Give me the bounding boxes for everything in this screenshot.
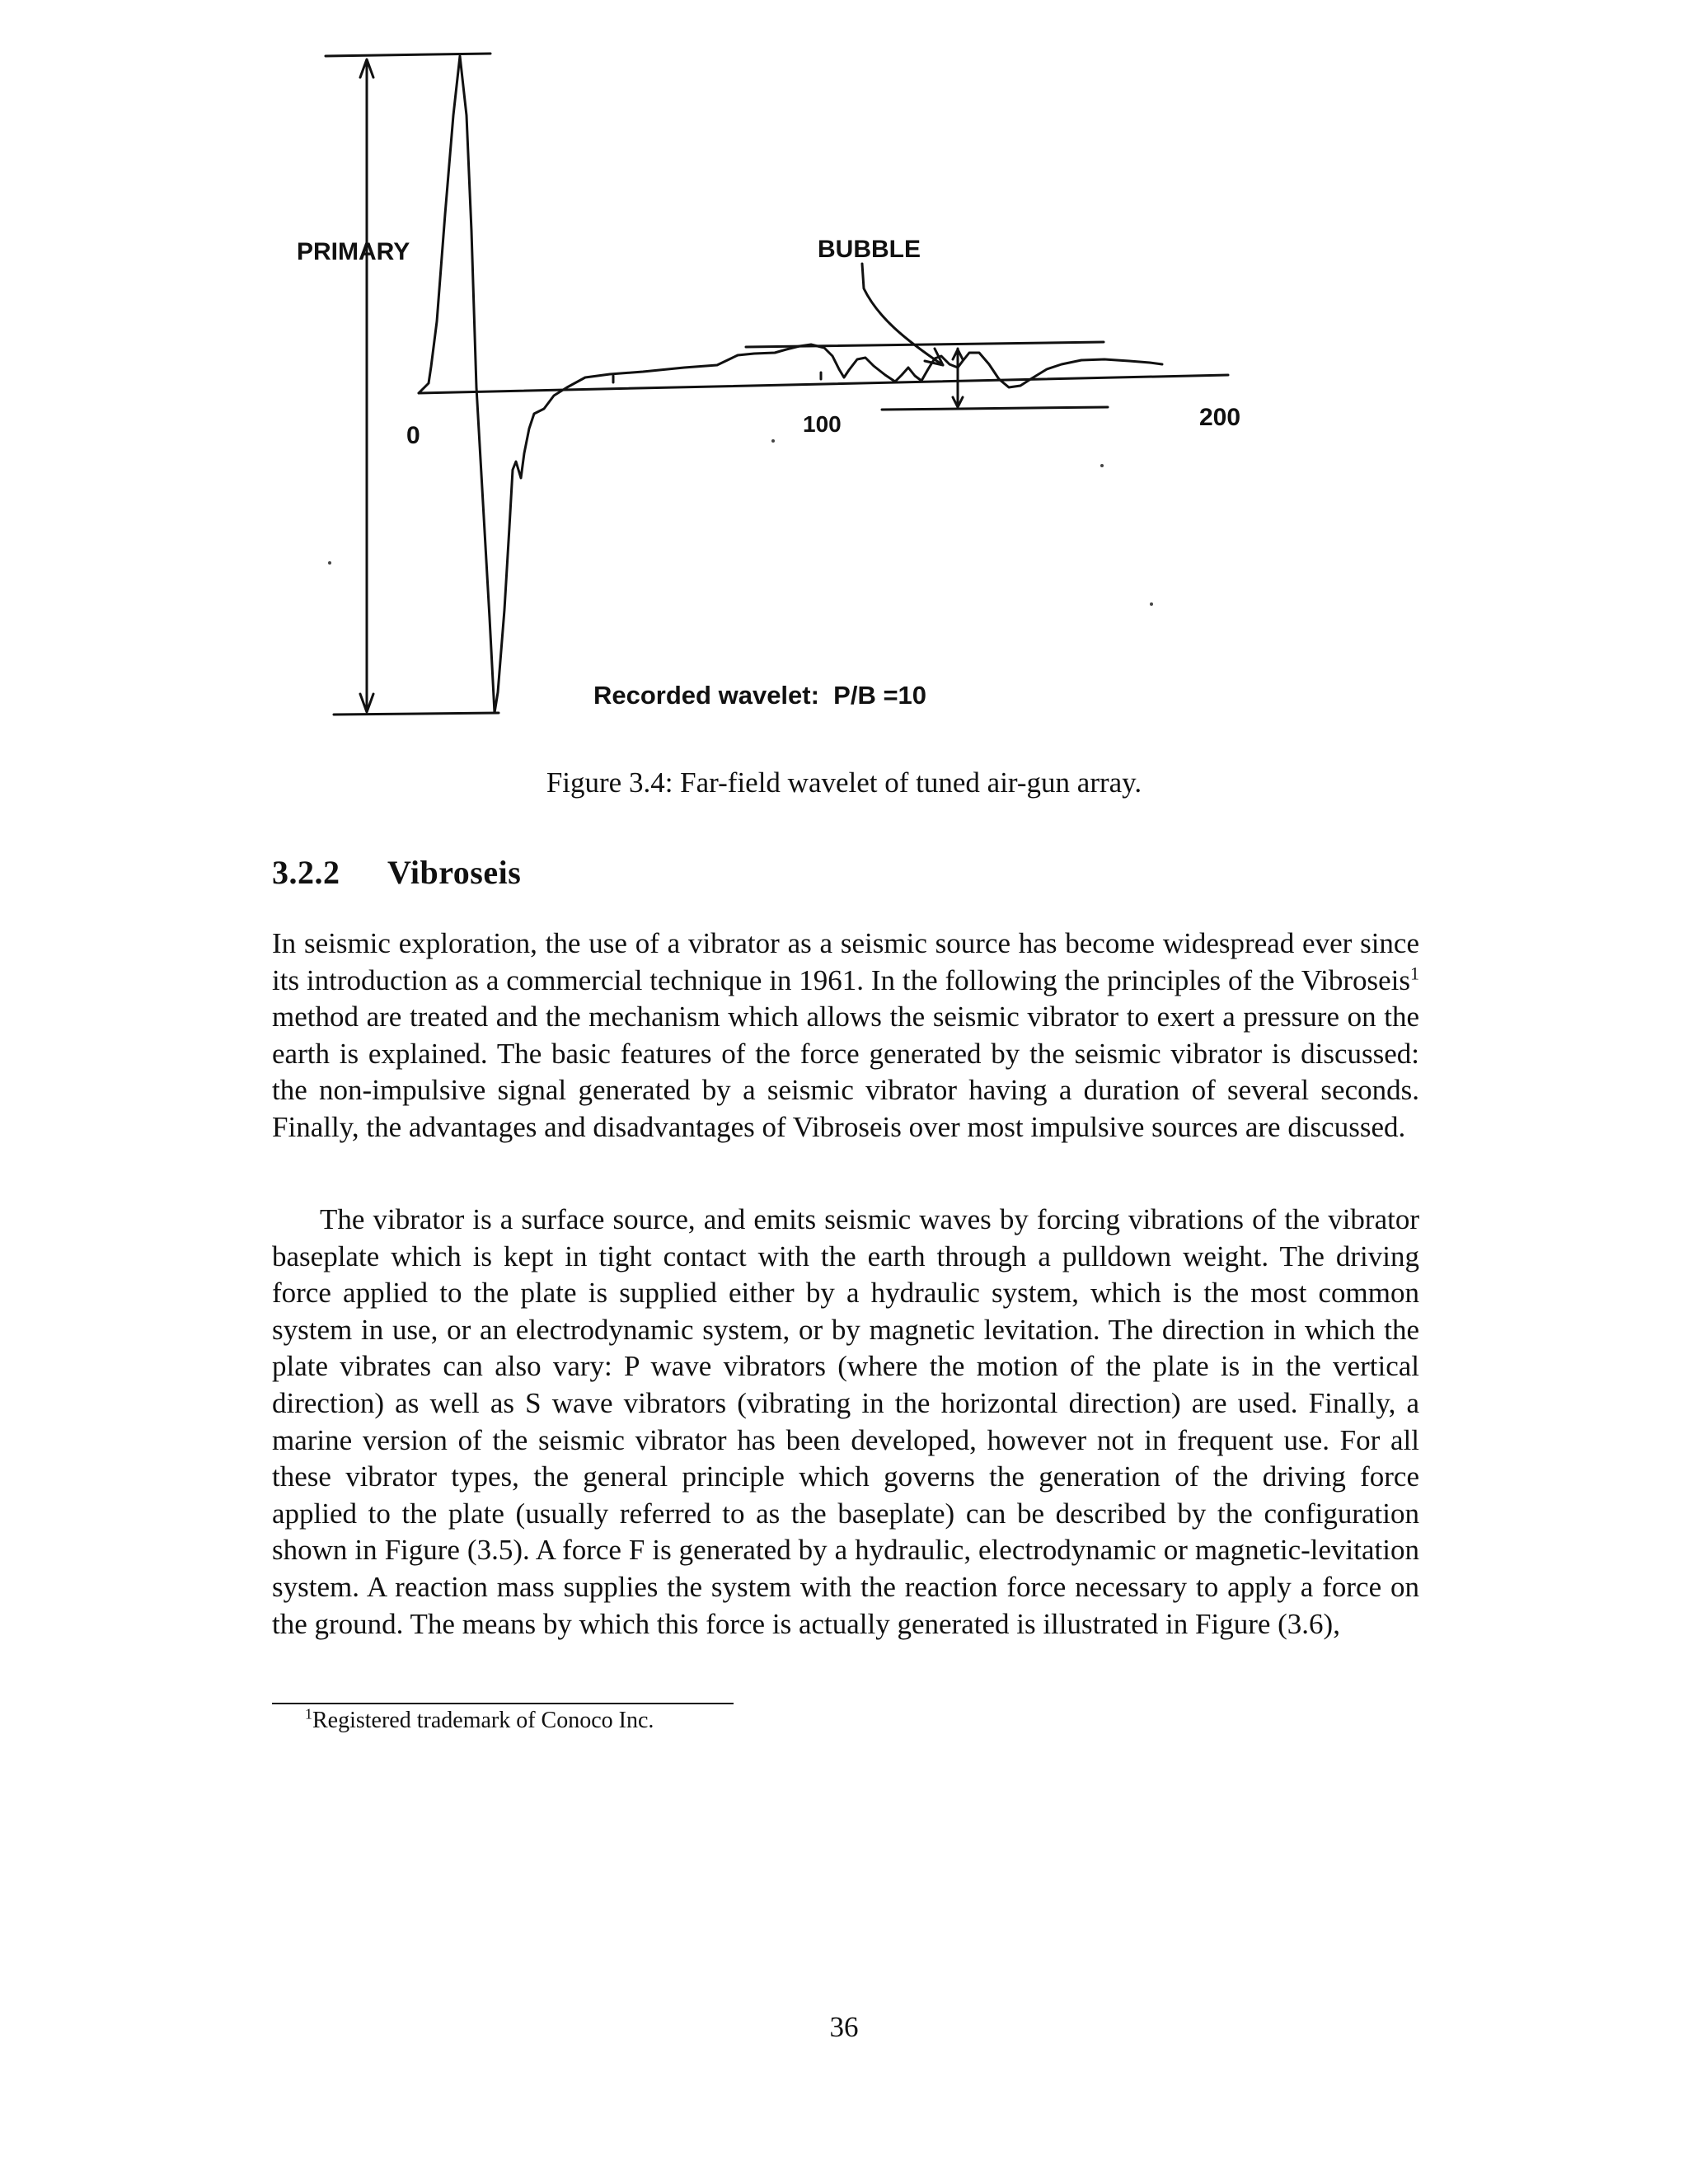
speck <box>1150 602 1153 606</box>
label-primary: PRIMARY <box>297 238 410 265</box>
tick-label-100: 100 <box>803 411 842 437</box>
figure-caption: Figure 3.4: Far-field wavelet of tuned air-gun array. <box>546 766 1142 799</box>
speck <box>771 439 775 443</box>
baseline <box>419 375 1228 393</box>
annotation-recorded-wavelet: Recorded wavelet: P/B =10 <box>593 681 927 710</box>
footnote-rule <box>272 1703 734 1704</box>
label-bubble: BUBBLE <box>818 236 921 263</box>
wavelet-diagram <box>288 41 1278 733</box>
paragraph-1-part-a: In seismic exploration, the use of a vibrator as a seismic source has become widespread ever since its introduction as a commercial technique in 1961. In the following the principles of the Vibroseis <box>272 927 1419 996</box>
wavelet-figure <box>288 41 1278 733</box>
speck <box>328 561 331 565</box>
section-title: Vibroseis <box>387 854 522 891</box>
primary-bottom-rule <box>334 713 499 715</box>
section-heading <box>272 853 521 892</box>
section-number: 3.2.2 <box>272 854 340 891</box>
bubble-top-rule <box>746 342 1104 347</box>
footnote <box>305 1705 654 1734</box>
paragraph-2: The vibrator is a surface source, and emits seismic waves by forcing vibrations of the vibrator baseplate which is kept in tight contact with the earth through a pulldown weight. The driving force applied to the plate is supplied either by a hydraulic system, which is the most common system in use, or an electrodynamic system, or by magnetic levitation. The direction in which the plate vibrates can also vary: P wave vibrators (where the motion of the plate is in the vertical direction) as well as S wave vibrators (vibrating in the horizontal direction) are used. Finally, a marine version of the seismic vibrator has been developed, however not in frequent use. For all these vibrator types, the general principle which governs the generation of the driving force applied to the plate (usually referred to as the baseplate) can be described by the configuration shown in Figure (3.5). A force F is generated by a hydraulic, electrodynamic or magnetic-levitation system. A reaction mass supplies the system with the reaction force necessary to apply a force on the ground. The means by which this force is actually generated is illustrated in Figure (3.6), <box>272 1203 1419 1640</box>
footnote-text: Registered trademark of Conoco Inc. <box>312 1708 654 1733</box>
paragraph-1 <box>272 926 1419 1146</box>
paragraph-1-part-b: method are treated and the mechanism which allows the seismic vibrator to exert a pressure on the earth is explained. The basic features of the force generated by the seismic vibrator is discussed: the non-impulsive signal generated by a seismic vibrator having a duration of several seconds. Finally, the advantages and disadvantages of Vibroseis over most impulsive sources are discussed. <box>272 1001 1419 1143</box>
speck <box>1100 464 1104 467</box>
bubble-pointer <box>862 264 943 365</box>
tick-label-200: 200 <box>1199 404 1241 431</box>
footnote-mark: 1 <box>305 1705 312 1722</box>
primary-top-rule <box>326 54 490 56</box>
page-number: 36 <box>829 2011 859 2043</box>
tick-label-0: 0 <box>406 422 420 449</box>
footnote-mark-ref: 1 <box>1410 962 1419 983</box>
scan-specks <box>328 439 1153 606</box>
bubble-bottom-rule <box>882 407 1108 410</box>
